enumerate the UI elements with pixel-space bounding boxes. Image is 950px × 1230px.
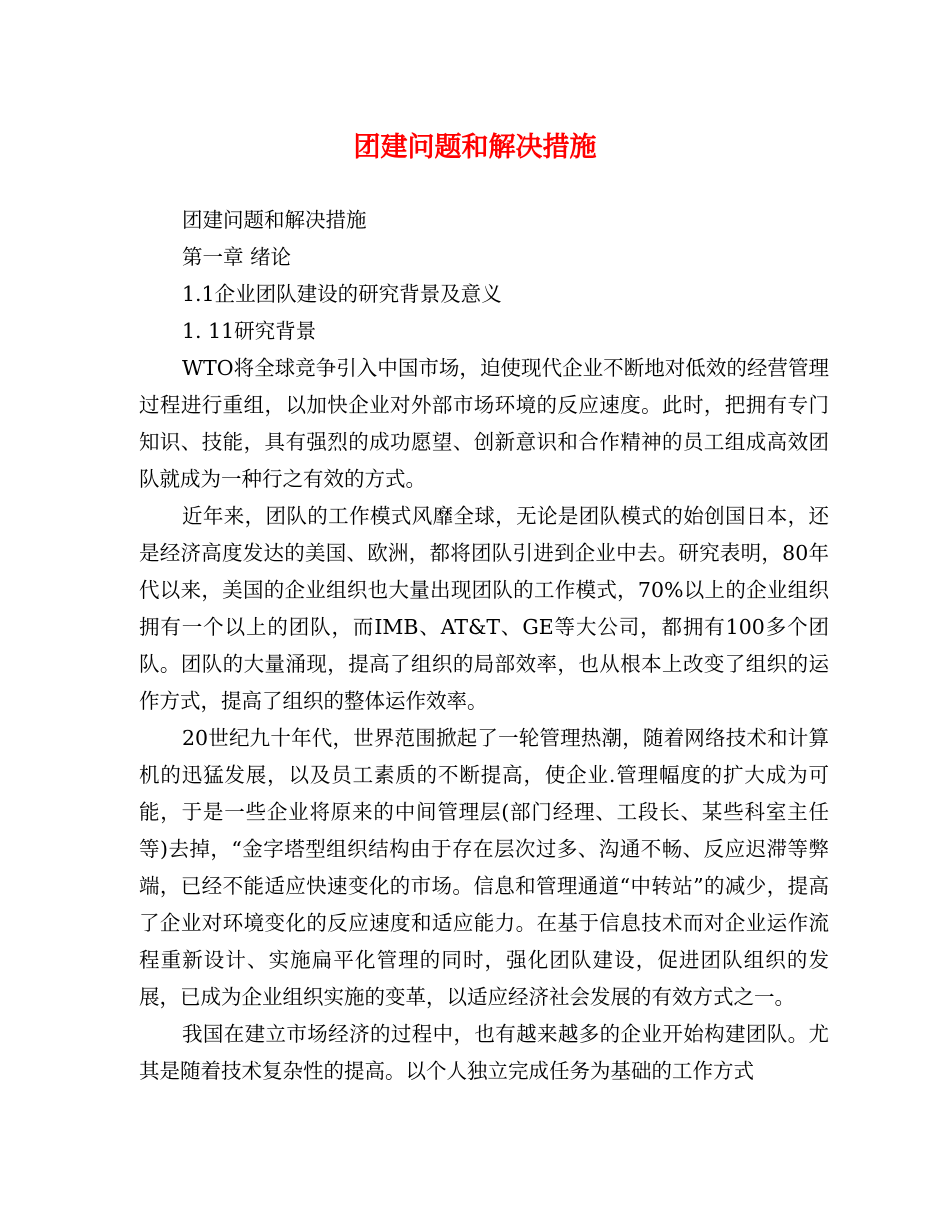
document-body: [139, 202, 829, 1090]
chapter-heading: 第一章 绪论: [182, 245, 292, 269]
paragraph: WTO将全球竞争引入中国市场，迫使现代企业不断地对低效的经营管理过程进行重组，以加快企业对外部市场环境的反应速度。此时，把拥有专门知识、技能，具有强烈的成功愿望、创新意识和合作精神的员工组成高效团队就成为一种行之有效的方式。: [139, 356, 829, 491]
paragraph: 近年来，团队的工作模式风靡全球，无论是团队模式的始创国日本，还是经济高度发达的美国、欧洲，都将团队引进到企业中去。研究表明，80年代以来，美国的企业组织也大量出现团队的工作模式，70%以上的企业组织拥有一个以上的团队，而IMB、AT&T、GE等大公司，都拥有100多个团队。团队的大量涌现，提高了组织的局部效率，也从根本上改变了组织的运作方式，提高了组织的整体运作效率。: [139, 504, 829, 713]
paragraph: 20世纪九十年代，世界范围掀起了一轮管理热潮，随着网络技术和计算机的迅猛发展，以及员工素质的不断提高，使企业.管理幅度的扩大成为可能，于是一些企业将原来的中间管理层(部门经理、工段长、某些科室主任等)去掉，“金字塔型组织结构由于存在层次过多、沟通不畅、反应迟滞等弊端，已经不能适应快速变化的市场。信息和管理通道“中转站”的减少，提高了企业对环境变化的反应速度和适应能力。在基于信息技术而对企业运作流程重新设计、实施扁平化管理的同时，强化团队建设，促进团队组织的发展，已成为企业组织实施的变革，以适应经济社会发展的有效方式之一。: [139, 726, 829, 1009]
document-title: 团建问题和解决措施: [353, 132, 597, 163]
paragraph: 我国在建立市场经济的过程中，也有越来越多的企业开始构建团队。尤其是随着技术复杂性的提高。以个人独立完成任务为基础的工作方式: [139, 1022, 829, 1083]
subtitle: 团建问题和解决措施: [182, 208, 367, 232]
subsection-heading: 1. 11研究背景: [182, 319, 317, 343]
section-heading: 1.1企业团队建设的研究背景及意义: [182, 282, 502, 306]
